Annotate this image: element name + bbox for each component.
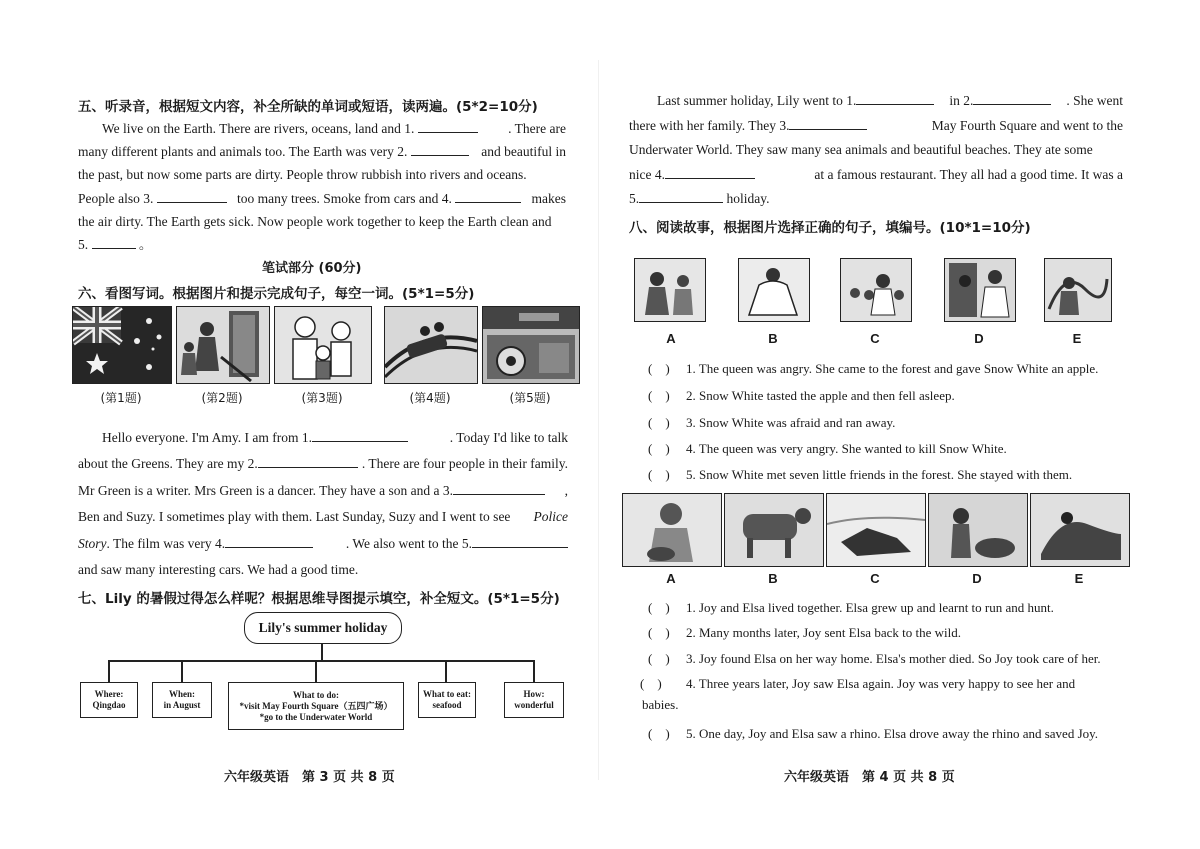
mindmap-connector: [108, 660, 110, 682]
snow-white-question-3: ( ) 3. Snow White was afraid and ran away.: [648, 412, 895, 431]
mindmap-connector: [108, 660, 534, 662]
mindmap-connector: [315, 660, 317, 682]
answer-paren[interactable]: ( ): [648, 361, 670, 376]
mindmap-connector: [533, 660, 535, 682]
section-5-passage: [78, 117, 566, 256]
passage-line: Last summer holiday, Lily went to 1. in 2. . She went: [629, 89, 1123, 114]
elsa-question-3: ( ) 3. Joy found Elsa on her way home. Elsa's mother died. So Joy took care of her.: [648, 648, 1101, 667]
answer-blank[interactable]: [312, 427, 408, 442]
answer-blank[interactable]: [411, 141, 469, 156]
answer-blank[interactable]: [92, 234, 136, 249]
option-letter-a: A: [666, 331, 676, 346]
section-6-heading: 六、看图写词。根据图片和提示完成句子，每空一词。(5*1=5分): [78, 286, 475, 302]
mindmap-what-to-eat-box: What to eat: seafood: [418, 682, 476, 718]
option-letter-d: D: [972, 571, 982, 586]
answer-paren[interactable]: ( ): [648, 415, 670, 430]
passage-line: People also 3. too many trees. Smoke from cars and 4. makes: [78, 187, 566, 210]
answer-blank[interactable]: [258, 453, 358, 468]
mindmap-where-box: Where: Qingdao: [80, 682, 138, 718]
elsa-question-2: ( ) 2. Many months later, Joy sent Elsa back to the wild.: [648, 622, 961, 641]
elsa-question-4: ( ) 4. Three years later, Joy saw Elsa again. Joy was very happy to see her and: [640, 673, 1075, 692]
option-letter-c: C: [870, 571, 880, 586]
mindmap-how-box: How: wonderful: [504, 682, 564, 718]
passage-line: Story. The film was very 4. . We also went to the 5.: [78, 531, 568, 557]
answer-blank[interactable]: [225, 533, 313, 548]
mindmap-connector: [445, 660, 447, 682]
answer-paren[interactable]: ( ): [648, 625, 670, 640]
mindmap-root: Lily's summer holiday: [244, 612, 402, 644]
elsa-picture-d: [928, 493, 1028, 567]
section-7-heading: 七、Lily 的暑假过得怎么样呢？根据思维导图提示填空，补全短文。(5*1=5分): [78, 591, 560, 607]
option-letter-e: E: [1074, 571, 1084, 586]
roller-coaster-picture: [384, 306, 478, 384]
passage-line: nice 4. at a famous restaurant. They all had a good time. It was a: [629, 163, 1123, 188]
answer-paren[interactable]: ( ): [648, 467, 670, 482]
answer-paren[interactable]: ( ): [648, 651, 670, 666]
snow-white-question-2: ( ) 2. Snow White tasted the apple and then fell asleep.: [648, 385, 955, 404]
mindmap-what-to-do-box: What to do: *visit May Fourth Square（五四广场） *go to the Underwater World: [228, 682, 404, 730]
passage-line: Ben and Suzy. I sometimes play with them. Last Sunday, Suzy and I went to see Police: [78, 509, 568, 525]
answer-blank[interactable]: [418, 118, 478, 133]
picture-caption-3: (第3题): [301, 391, 343, 405]
family-door-picture: [176, 306, 270, 384]
option-letter-b: B: [768, 571, 778, 586]
australia-flag-picture: [72, 306, 172, 384]
answer-paren[interactable]: ( ): [648, 441, 670, 456]
answer-paren[interactable]: ( ): [648, 388, 670, 403]
section-8-heading: 八、阅读故事，根据图片选择正确的句子，填编号。(10*1=10分): [629, 220, 1031, 236]
mindmap-when-box: When: in August: [152, 682, 212, 718]
picture-caption-2: (第2题): [201, 391, 243, 405]
option-letter-e: E: [1072, 331, 1082, 346]
elsa-picture-e: [1030, 493, 1130, 567]
snow-white-picture-d: [944, 258, 1016, 322]
section-5-heading: 五、听录音，根据短文内容，补全所缺的单词或短语，读两遍。(5*2=10分): [78, 99, 538, 115]
passage-line: and saw many interesting cars. We had a good time.: [78, 562, 359, 578]
answer-blank[interactable]: [455, 188, 521, 203]
snow-white-picture-c: [840, 258, 912, 322]
answer-blank[interactable]: [639, 188, 723, 203]
family-members-picture: [274, 306, 372, 384]
passage-line: there with her family. They 3. May Fourth Square and went to the: [629, 114, 1123, 139]
answer-paren[interactable]: ( ): [648, 726, 670, 741]
written-part-title: 笔试部分 (60分): [262, 261, 362, 276]
option-letter-a: A: [666, 571, 676, 586]
snow-white-question-5: ( ) 5. Snow White met seven little friends in the forest. She stayed with them.: [648, 464, 1072, 483]
answer-paren[interactable]: ( ): [640, 676, 662, 691]
picture-caption-4: (第4题): [409, 391, 451, 405]
car-museum-picture: [482, 306, 580, 384]
option-letter-d: D: [974, 331, 984, 346]
answer-paren[interactable]: ( ): [648, 600, 670, 615]
snow-white-question-1: ( ) 1. The queen was angry. She came to the forest and gave Snow White an apple.: [648, 358, 1098, 377]
elsa-question-5: ( ) 5. One day, Joy and Elsa saw a rhino. Elsa drove away the rhino and saved Joy.: [648, 723, 1098, 742]
elsa-question-1: ( ) 1. Joy and Elsa lived together. Elsa grew up and learnt to run and hunt.: [648, 597, 1054, 616]
picture-caption-5: (第5题): [509, 391, 551, 405]
section-6-passage: [78, 425, 568, 583]
snow-white-question-4: ( ) 4. The queen was very angry. She wanted to kill Snow White.: [648, 438, 1007, 457]
page-4: [600, 0, 1200, 849]
elsa-picture-a: [622, 493, 722, 567]
option-letter-c: C: [870, 331, 880, 346]
page-footer-3: 六年级英语 第 3 页 共 8 页: [224, 770, 395, 785]
mindmap-connector: [181, 660, 183, 682]
answer-blank[interactable]: [789, 115, 867, 130]
snow-white-picture-e: [1044, 258, 1112, 322]
elsa-question-4-continued: babies.: [642, 697, 679, 712]
passage-line: We live on the Earth. There are rivers, oceans, land and 1. . There are: [78, 117, 566, 140]
snow-white-picture-a: [634, 258, 706, 322]
elsa-picture-b: [724, 493, 824, 567]
passage-line: 5. holiday.: [629, 187, 1123, 212]
elsa-picture-c: [826, 493, 926, 567]
passage-line: the past, but now some parts are dirty. People throw rubbish into rivers and oceans.: [78, 167, 527, 183]
passage-line: Hello everyone. I'm Amy. I am from 1. . Today I'd like to talk: [78, 425, 568, 451]
answer-blank[interactable]: [453, 480, 545, 495]
passage-line: Mr Green is a writer. Mrs Green is a dancer. They have a son and a 3. ,: [78, 478, 568, 504]
passage-line: many different plants and animals too. The Earth was very 2. and beautiful in: [78, 140, 566, 163]
answer-blank[interactable]: [973, 90, 1051, 105]
answer-blank[interactable]: [157, 188, 227, 203]
picture-caption-1: (第1题): [100, 391, 142, 405]
passage-line: about the Greens. They are my 2. . There are four people in their family.: [78, 451, 568, 477]
answer-blank[interactable]: [665, 164, 755, 179]
passage-line: Underwater World. They saw many sea animals and beautiful beaches. They ate some: [629, 142, 1093, 158]
answer-blank[interactable]: [856, 90, 934, 105]
mindmap-connector: [321, 643, 323, 661]
snow-white-picture-b: [738, 258, 810, 322]
page-footer-4: 六年级英语 第 4 页 共 8 页: [784, 770, 955, 785]
option-letter-b: B: [768, 331, 778, 346]
section-7-passage: [629, 89, 1123, 212]
passage-line: the air dirty. The Earth gets sick. Now people work together to keep the Earth clean and: [78, 213, 552, 229]
answer-blank[interactable]: [472, 533, 568, 548]
passage-line: 5. 。: [78, 233, 566, 256]
